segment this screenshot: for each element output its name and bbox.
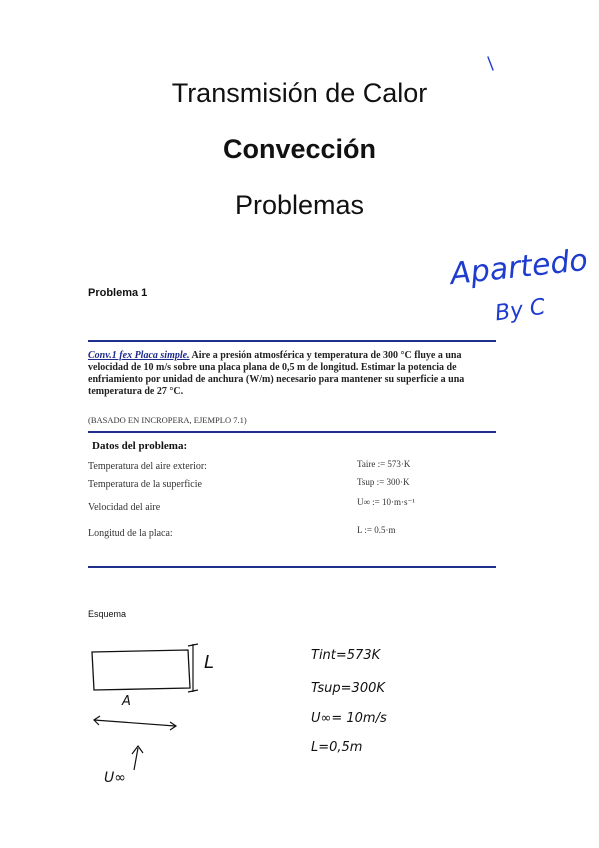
pen-mark [485,55,497,73]
document-subtitle: Problemas [234,190,365,220]
note-air-temperature: Tint=573K [311,648,381,663]
problem-statement [88,350,496,398]
plate-outline [92,650,190,690]
problem-statement-body: Aire a presión atmosférica y temperatura de 300 °C fluye a una velocidad de 10 m/s sobre una placa plana de 0,5 m de longitud. Estimar la potencia de enfriamiento por unidad de anchura (W/m) necesario para mantener su superficie a una temperatura de 27 °C. [88,350,465,397]
document-title: Transmisión de Calor [171,78,428,108]
data-label-surface-temperature: Temperatura de la superficie [88,479,202,490]
flow-arrow [132,746,143,770]
data-value-surface-temperature: Tsup := 300·K [357,477,410,487]
data-label-plate-length: Longitud de la placa: [88,528,173,539]
handwritten-signature-byline: By C [493,294,547,327]
data-label-air-velocity: Velocidad del aire [88,502,161,513]
document-subject: Convección [222,134,377,164]
problem-statement-lead: Conv.1 fex Placa simple. [88,350,190,361]
source-reference: (BASADO EN INCROPERA, EJEMPLO 7.1) [88,415,247,425]
problem-label: Problema 1 [88,287,148,299]
sketch-label-velocity: U∞ [104,770,126,786]
scheme-label: Esquema [88,609,127,619]
data-value-plate-length: L := 0.5·m [357,525,396,535]
data-value-air-temperature: Taire := 573·K [357,459,411,469]
note-velocity: U∞= 10m/s [311,711,387,726]
note-length: L=0,5m [311,740,363,755]
data-label-air-temperature: Temperatura del aire exterior: [88,461,207,472]
width-line [94,720,175,726]
handwritten-signature: Apartedo [448,242,590,293]
data-value-air-velocity: U∞ := 10·m·s⁻¹ [357,497,415,507]
divider [88,340,496,342]
divider [88,431,496,433]
divider [88,566,496,568]
sketch-label-length: L [204,652,215,673]
note-surface-temperature: Tsup=300K [311,681,385,696]
data-section-title: Datos del problema: [92,440,188,452]
sketch-label-area: A [122,694,131,709]
